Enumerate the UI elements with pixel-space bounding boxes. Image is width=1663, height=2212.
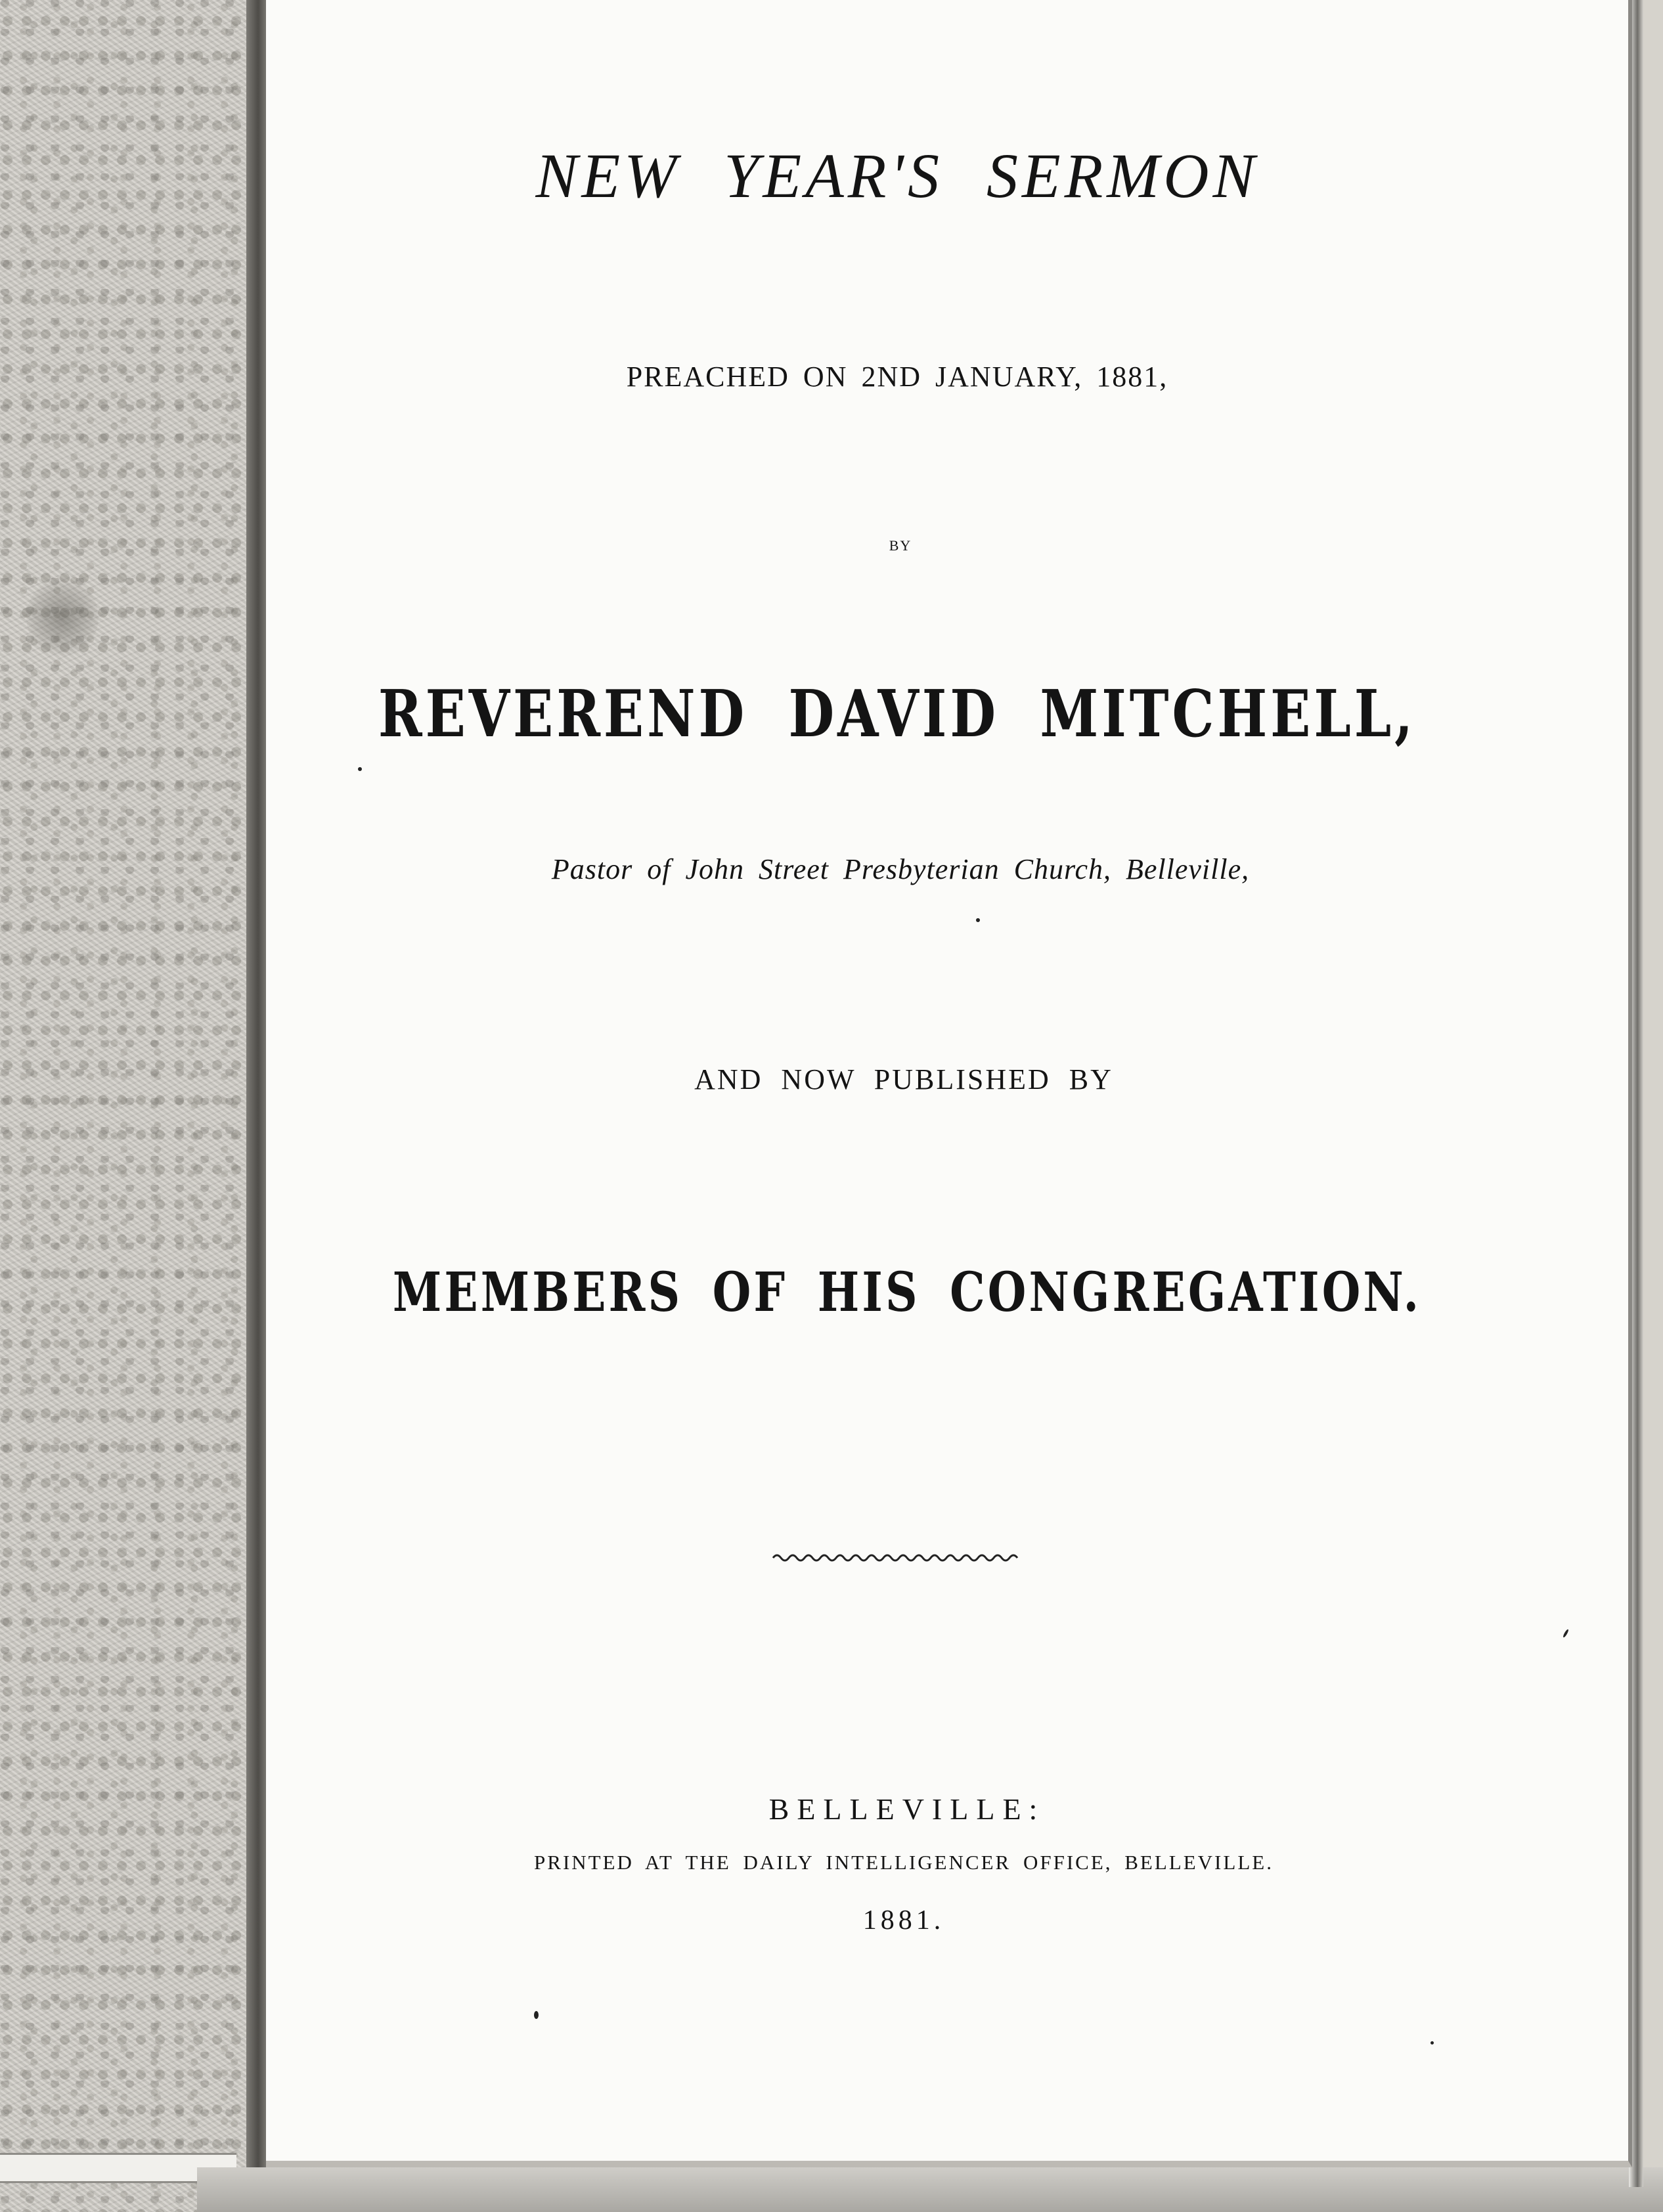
publisher-name: MEMBERS OF HIS CONGREGATION. [392, 1261, 1422, 1324]
author-name: REVEREND DAVID MITCHELL, [378, 676, 1417, 752]
by-line: BY [889, 537, 912, 554]
book-title: NEW YEAR'S SERMON [535, 141, 1259, 211]
ink-speck [1430, 2041, 1434, 2045]
imprint-place: BELLEVILLE: [768, 1792, 1046, 1826]
author-role: Pastor of John Street Presbyterian Church, Belleville, [551, 853, 1250, 885]
marbled-endpaper [0, 0, 259, 2212]
ink-speck [534, 2011, 539, 2019]
imprint-year: 1881. [862, 1905, 945, 1936]
ink-speck [358, 767, 362, 771]
bottom-page-edge [197, 2167, 1663, 2212]
imprint-printer: PRINTED AT THE DAILY INTELLIGENCER OFFICE, BELLEVILLE. [534, 1851, 1274, 1874]
endpaper-stain [26, 578, 99, 657]
preached-date-line: PREACHED ON 2ND JANUARY, 1881, [626, 361, 1168, 393]
published-by-line: AND NOW PUBLISHED BY [694, 1063, 1113, 1095]
ink-speck [976, 918, 980, 922]
decorative-rule-ornament [772, 1550, 1021, 1566]
